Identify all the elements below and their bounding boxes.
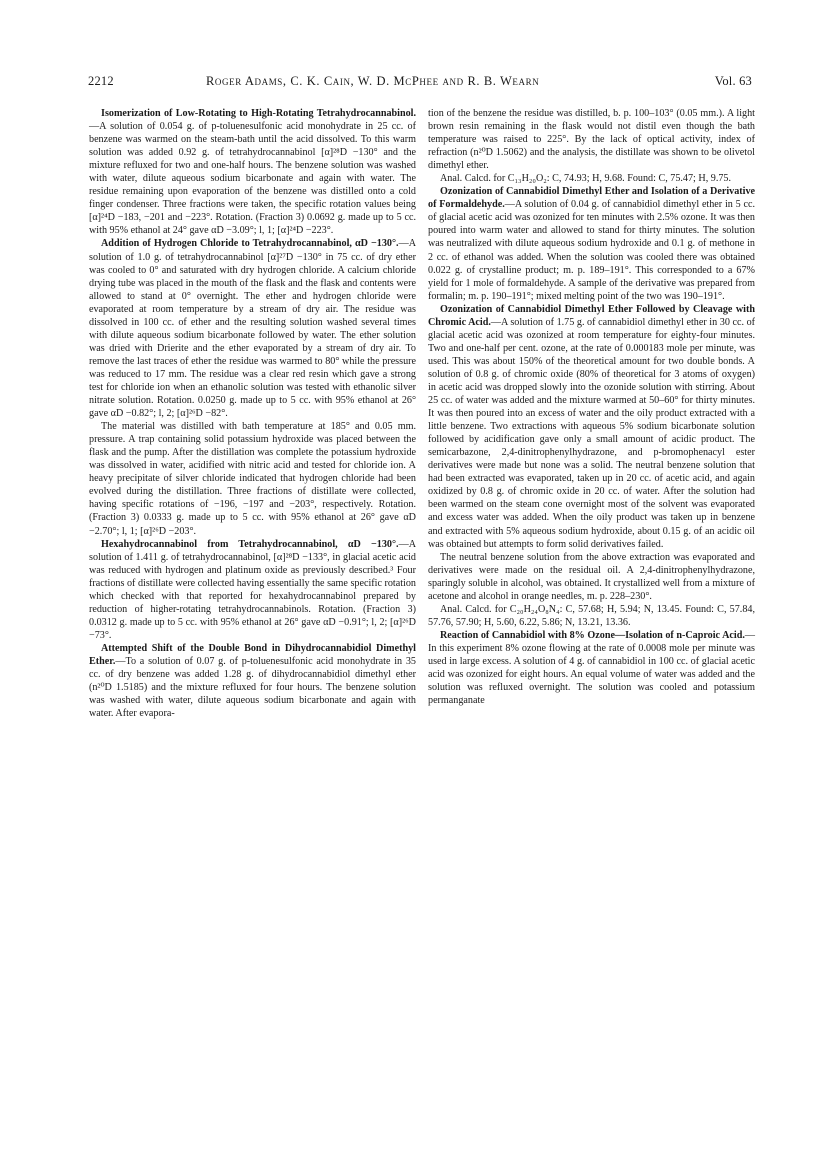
paragraph-analysis-1 [428,172,755,185]
paragraph-chromic-acid [428,303,755,551]
right-column [428,107,755,707]
paragraph-continuation [428,107,755,172]
body-double-bond-shift: —To a solution of 0.07 g. of p-toluenesulfonic acid monohydrate in 35 cc. of dry benzene was added 1.28 g. of dihydrocannabidiol dimethyl ether (n²⁰D 1.5185) and the mixture refluxed for four hours. The benzene solution was washed with water, dilute aqueous sodium bicarbonate and again with water. After evapora- [89,655,416,720]
body-continuation: tion of the benzene the residue was distilled, b. p. 100–103° (0.05 mm.). A light brown resin remaining in the flask would not distil even though the bath temperature was raised to 225°. By the lack of optical activity, index of refraction (n²⁰D 1.5062) and the analysis, the distillate was shown to be olivetol dimethyl ether. [428,108,755,172]
heading-caproic-acid: Reaction of Cannabidiol with 8% Ozone—Isolation of n-Caproic Acid. [440,629,745,641]
paragraph-analysis-2 [428,603,755,629]
heading-isomerization: Isomerization of Low-Rotating to High-Rotating Tetrahydrocannabinol. [101,108,416,119]
heading-double-bond-shift: Attempted Shift of the Double Bond in Dihydrocannabidiol Dimethyl Ether. [89,642,416,667]
paragraph-hexahydrocannabinol [89,538,416,642]
body-isomerization: —A solution of 0.054 g. of p-toluenesulfonic acid monohydrate in 25 cc. of benzene was warmed on the steam-bath until the acid dissolved. To this warm solution was added 0.92 g. of tetrahydrocannabinol [α]²⁸D −130° and the mixture refluxed for two and one-half hours. The benzene solution was washed with water, dilute aqueous sodium bicarbonate and again with water. The residue remaining upon evaporation of the benzene was distilled onto a cold finger condenser. Three fractions were taken, the specific rotation values being [α]²⁴D −183, −201 and −223°. Rotation. (Fraction 3) 0.0692 g. made up to 5 cc. with 95% ethanol at 24° gave αD −3.09°; l, 1; [α]²⁴D −223°. [89,121,416,237]
body-distillation: The material was distilled with bath temperature at 185° and 0.05 mm. pressure. A trap containing solid potassium hydroxide was placed between the flask and the pump. After the distillation was complete the potassium hydroxide was dissolved in water, acidified with nitric acid and tested for chloride ion. A heavy precipitate of silver chloride indicated that hydrogen chloride had been evolved during the distillation. Three fractions of distillate were collected, having specific rotations of −196, −197 and −203°, respectively. Rotation. (Fraction 3) 0.0333 g. made up to 5 cc. with 95% ethanol at 26° gave αD −2.70°; l, 1; [α]²⁶D −203°. [89,421,416,537]
paragraph-neutral-solution [428,551,755,603]
paragraph-isomerization [89,107,416,237]
volume-number: Vol. 63 [714,74,752,88]
body-caproic-acid: —In this experiment 8% ozone flowing at the rate of 0.0008 mole per minute was used in large excess. A solution of 4 g. of cannabidiol in 100 cc. of glacial acetic acid was ozonized for eight hours. An equal volume of water was added and the solution was refluxed overnight. The solution was cooled and potassium permanganate [428,629,755,707]
body-chromic-acid: —A solution of 1.75 g. of cannabidiol dimethyl ether in 30 cc. of glacial acetic acid was ozonized at room temperature for eighty-four minutes. Two and one-half per cent. ozone, at the rate of 0.000183 mole per minute, was used. This was about 150% of the theoretical amount for two double bonds. A solution of 0.8 g. of chromic oxide (80% of theoretical for 3 atoms of oxygen) in acetic acid was dropped slowly into the ozonide solution with stirring. About 25 cc. of water was added and the mixture warmed at 50–60° for thirty minutes. It was then poured into an excess of water and the oily product extracted with a little benzene. Two extractions with aqueous 5% sodium bicarbonate solution followed by acidification gave only a small amount of acidic product. The semicarbazone, 2,4-dinitrophenylhydrazone, and p-bromophenacyl ester derivatives were made but none was a solid. The neutral benzene solution that had been extracted was evaporated, taken up in 20 cc. of acetic acid, and again oxidized by 0.8 g. of chromic oxide in 20 cc. of water. After the solution had been warmed on the steam cone overnight most of the solvent was evaporated and excess water was added. When the oily product was taken up in benzene and extracted with 5% aqueous sodium hydroxide, about 0.15 g. of an acidic oil was obtained but attempts to form solid derivatives failed. [428,316,756,550]
running-header-authors: Roger Adams, C. K. Cain, W. D. McPhee and R. B. Wearn [206,74,540,88]
heading-hcl-addition: Addition of Hydrogen Chloride to Tetrahydrocannabinol, αD −130°. [101,238,399,250]
left-column [89,107,416,720]
body-hexahydrocannabinol: —A solution of 1.411 g. of tetrahydrocannabinol, [α]²⁸D −133°, in glacial acetic acid was reduced with hydrogen and platinum oxide as previously described.³ Four fractions of distillate were collected having essentially the same specific rotation which checked with that reported for hexahydrocannabinol prepared by reduction of higher-rotating tetrahydrocannabinols. Rotation. (Fraction 3) 0.0312 g. made up to 5 cc. with 95% ethanol at 26° gave αD −0.91°; l, 2; [α]²⁶D −73°. [89,538,416,641]
running-header [88,74,752,90]
body-hcl-addition: —A solution of 1.0 g. of tetrahydrocannabinol [α]²⁷D −130° in 75 cc. of dry ether was cooled to 0° and saturated with dry hydrogen chloride. A calcium chloride drying tube was placed in the mouth of the flask and the flask and contents were allowed to stand at 0° overnight. The ether and hydrogen chloride were evaporated at room temperature by a stream of dry air. The residue was dissolved in 100 cc. of ether and the resulting solution washed several times with dilute aqueous sodium bicarbonate followed by water. The ether solution was dried with Drierite and the ether evaporated by a stream of dry air. To remove the last traces of ether the residue was warmed to 80° while the pressure was reduced to 17 mm. The residue was a clear red resin which gave a strong test for chloride ion when an ethanolic solution was tested with ethanolic silver nitrate solution. Rotation. 0.0250 g. made up to 5 cc. with 95% ethanol at 26° gave αD −0.82°; l, 2; [α]²⁶D −82°. [89,238,416,420]
heading-chromic-acid: Ozonization of Cannabidiol Dimethyl Ether Followed by Cleavage with Chromic Acid. [428,303,755,328]
heading-formaldehyde: Ozonization of Cannabidiol Dimethyl Ether and Isolation of a Derivative of Formaldehyde. [428,186,755,211]
body-formaldehyde: —A solution of 0.04 g. of cannabidiol dimethyl ether in 5 cc. of glacial acetic acid was ozonized for ten minutes with 2.5% ozone. It was then poured into warm water and allowed to stand for thirty minutes. The solution was neutralized with dilute aqueous sodium hydroxide and 0.1 g. of methone in 2 cc. of ethanol was added. When the solution was cooled there was obtained 0.022 g. of crystalline product; m. p. 189–191°. This corresponded to a 67% yield for 1 mole of formaldehyde. A sample of the derivative was prepared from formalin; m. p. 190–191°; mixed melting point of the two was 190–191°. [428,199,755,302]
paragraph-formaldehyde [428,185,755,302]
paragraph-double-bond-shift [89,642,416,720]
heading-hexahydrocannabinol: Hexahydrocannabinol from Tetrahydrocannabinol, αD −130°. [101,538,399,550]
body-neutral-solution: The neutral benzene solution from the above extraction was evaporated and derivatives were made on the residual oil. A 2,4-dinitrophenylhydrazone, sparingly soluble in alcohol, was obtained. It crystallized well from a mixture of acetone and alcohol in orange needles, m. p. 228–230°. [428,551,755,602]
body-analysis-1: Anal. Calcd. for C₁₃H₂₀O₂: C, 74.93; H, 9.68. Found: C, 75.47; H, 9.75. [440,173,732,185]
page-number: 2212 [88,74,114,88]
paragraph-caproic-acid [428,629,755,707]
body-analysis-2: Anal. Calcd. for C₂₀H₂₄O₈N₄: C, 57.68; H, 5.94; N, 13.45. Found: C, 57.84, 57.76, 57.90; H, 5.60, 6.22, 5.86; N, 13.21, 13.36. [428,603,755,628]
paragraph-distillation [89,420,416,537]
paragraph-hcl-addition [89,237,416,420]
